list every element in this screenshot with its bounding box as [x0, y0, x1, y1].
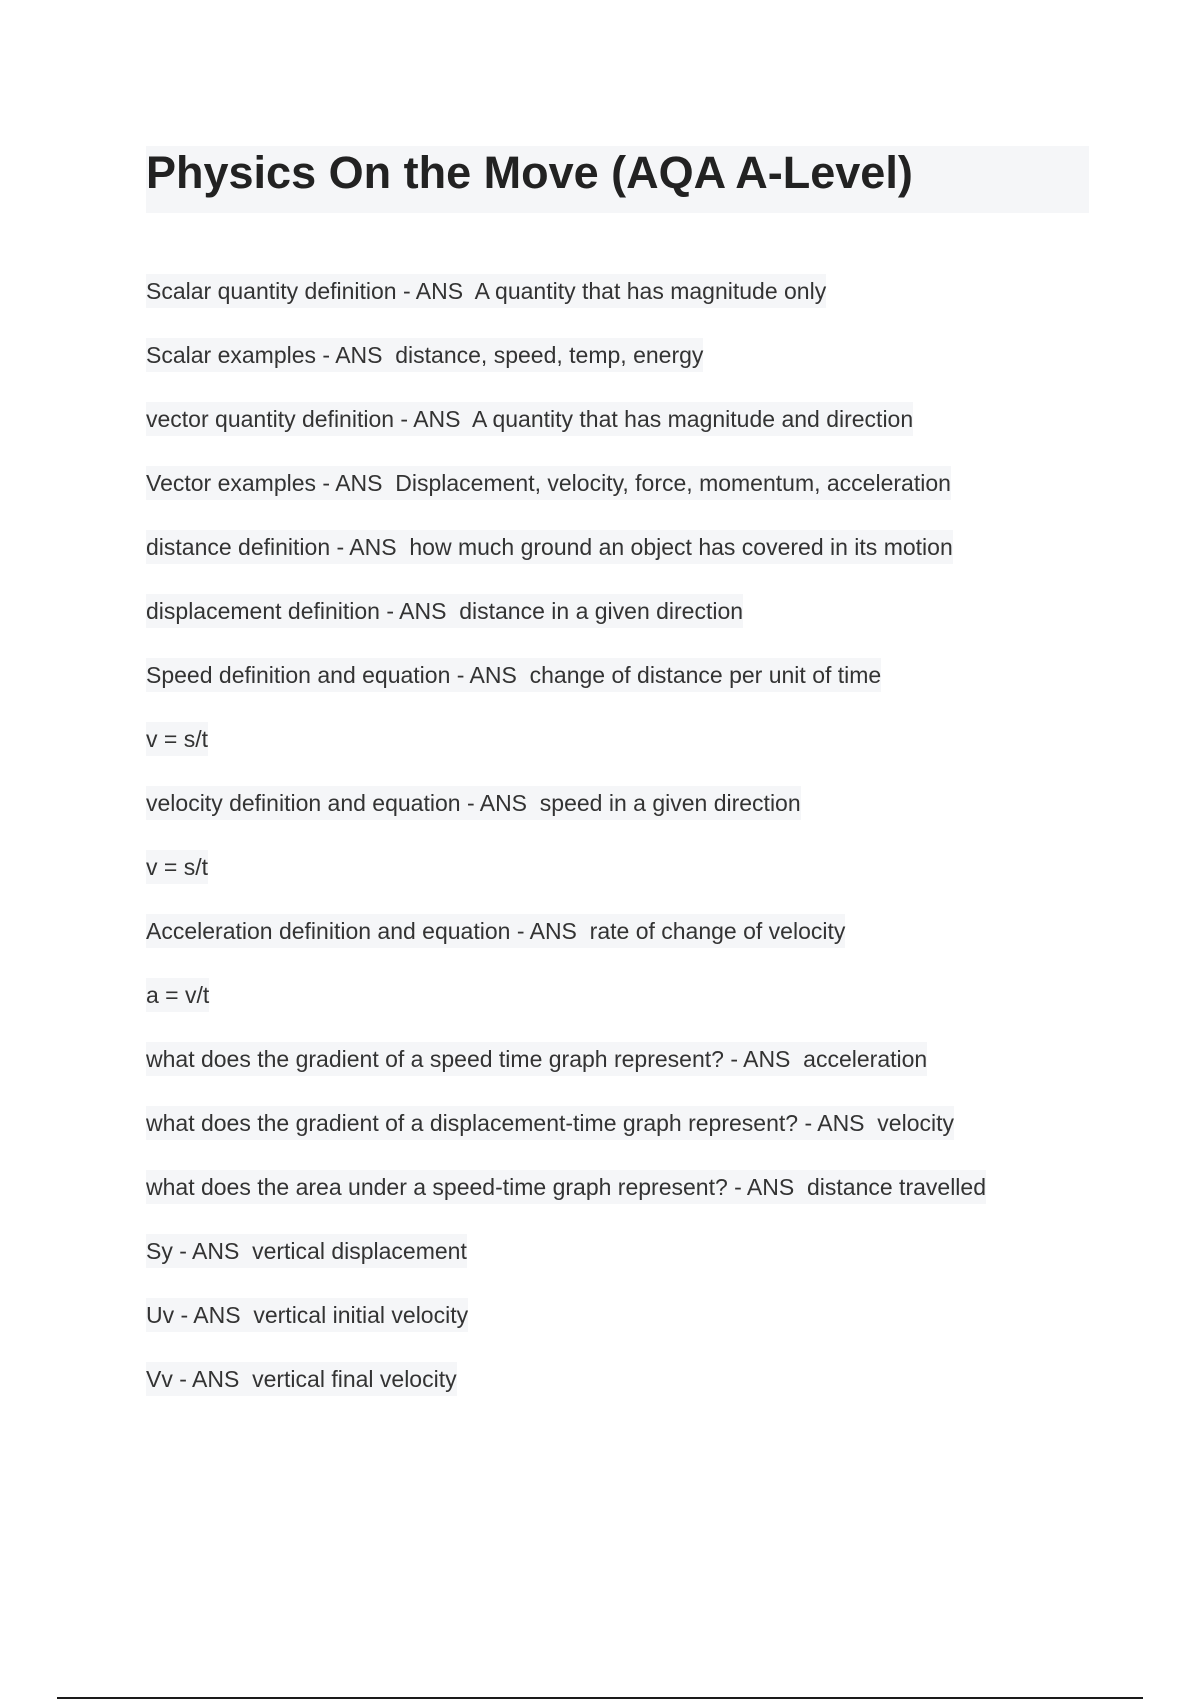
line-text: Vector examples - ANS Displacement, velocity, force, momentum, acceleration: [146, 466, 951, 500]
line-text: Scalar examples - ANS distance, speed, temp, energy: [146, 338, 703, 372]
list-item: [146, 1234, 1106, 1298]
list-item: [146, 1042, 1106, 1106]
line-text: Vv - ANS vertical final velocity: [146, 1362, 457, 1396]
line-text: Uv - ANS vertical initial velocity: [146, 1298, 468, 1332]
list-item: [146, 1170, 1106, 1234]
list-item: [146, 402, 1106, 466]
list-item: [146, 338, 1106, 402]
list-item: [146, 850, 1106, 914]
flashcard-list: [146, 274, 1106, 1426]
page-title: Physics On the Move (AQA A-Level): [146, 147, 913, 198]
line-text: velocity definition and equation - ANS speed in a given direction: [146, 786, 801, 820]
list-item: [146, 978, 1106, 1042]
line-text: what does the gradient of a displacement-time graph represent? - ANS velocity: [146, 1106, 954, 1140]
list-item: [146, 594, 1106, 658]
line-text: what does the area under a speed-time graph represent? - ANS distance travelled: [146, 1170, 986, 1204]
line-text: Sy - ANS vertical displacement: [146, 1234, 467, 1268]
list-item: [146, 914, 1106, 978]
list-item: [146, 1362, 1106, 1426]
list-item: [146, 530, 1106, 594]
line-text: Acceleration definition and equation - ANS rate of change of velocity: [146, 914, 845, 948]
list-item: [146, 466, 1106, 530]
list-item: [146, 786, 1106, 850]
line-text: Scalar quantity definition - ANS A quantity that has magnitude only: [146, 274, 826, 308]
line-text: what does the gradient of a speed time graph represent? - ANS acceleration: [146, 1042, 927, 1076]
list-item: [146, 1106, 1106, 1170]
line-text: v = s/t: [146, 722, 208, 756]
line-text: distance definition - ANS how much ground an object has covered in its motion: [146, 530, 953, 564]
line-text: Speed definition and equation - ANS change of distance per unit of time: [146, 658, 881, 692]
page-bottom-divider: [57, 1697, 1143, 1699]
line-text: a = v/t: [146, 978, 209, 1012]
line-text: vector quantity definition - ANS A quantity that has magnitude and direction: [146, 402, 913, 436]
line-text: v = s/t: [146, 850, 208, 884]
list-item: [146, 722, 1106, 786]
line-text: displacement definition - ANS distance in a given direction: [146, 594, 743, 628]
list-item: [146, 274, 1106, 338]
list-item: [146, 1298, 1106, 1362]
list-item: [146, 658, 1106, 722]
